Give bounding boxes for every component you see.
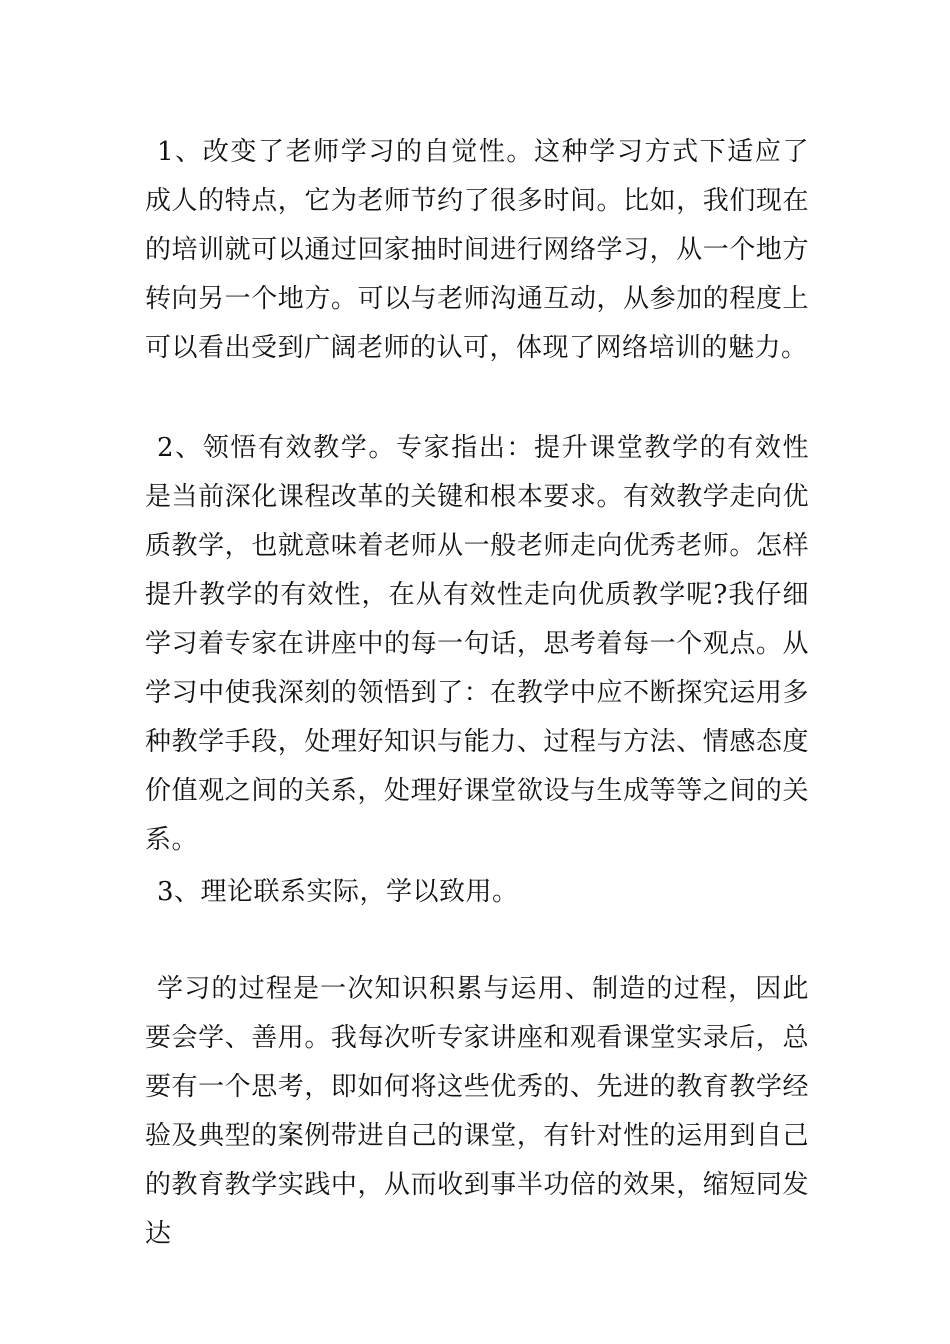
paragraph-3: 3、理论联系实际，学以致用。 [157,877,519,907]
paragraph-1: 1、改变了老师学习的自觉性。这种学习方式下适应了成人的特点，它为老师节约了很多时间。比如，我们现在的培训就可以通过回家抽时间进行网络学习，从一个地方转向另一个地方。可以与老师沟通互动，从参加的程度上可以看出受到广阔老师的认可，体现了网络培训的魅力。 [145,137,809,363]
paragraph-2: 2、领悟有效教学。专家指出：提升课堂教学的有效性是当前深化课程改革的关键和根本要求。有效教学走向优质教学，也就意味着老师从一般老师走向优秀老师。怎样提升教学的有效性，在从有效性走向优质教学呢?我仔细学习着专家在讲座中的每一句话，思考着每一个观点。从学习中使我深刻的领悟到了：在教学中应不断探究运用多种教学手段，处理好知识与能力、过程与方法、情感态度价值观之间的关系，处理好课堂欲设与生成等等之间的关系。 [145,433,809,855]
paragraph-4: 学习的过程是一次知识积累与运用、制造的过程，因此要会学、善用。我每次听专家讲座和观看课堂实录后，总要有一个思考，即如何将这些优秀的、先进的教育教学经验及典型的案例带进自己的课堂，有针对性的运用到自己的教育教学实践中，从而收到事半功倍的效果，缩短同发达 [145,974,809,1249]
